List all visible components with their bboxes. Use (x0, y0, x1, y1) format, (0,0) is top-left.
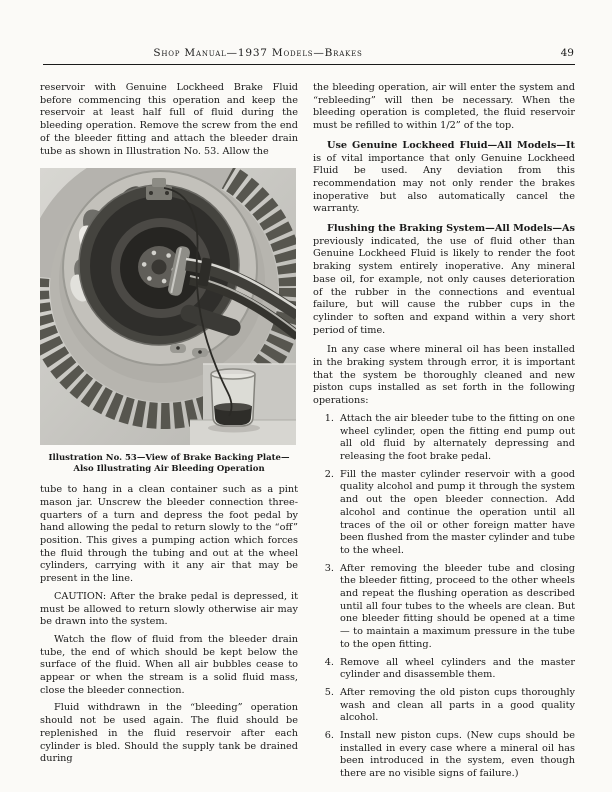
body-paragraph: In any case where mineral oil has been installed in the braking system through error, it is important that the system be thoroughly cleaned and new piston cups installed as set forth in the following operations: (313, 344, 575, 407)
body-paragraph: reservoir with Genuine Lockheed Brake Fluid before commencing this operation and keep the reservoir at least half full of fluid during the bleeding operation. Remove the screw from the end of the bleeder fitting and attach the bleeder drain tube as shown in Illustration No. 53. Allow the (40, 82, 298, 157)
list-item (313, 413, 575, 464)
list-item (313, 563, 575, 652)
list-item (313, 469, 575, 558)
running-head-title: Shop Manual—1937 Models—Brakes (153, 47, 363, 59)
body-paragraph: Fluid withdrawn in the “bleeding” operation should not be used again. The fluid should be replenished in the fluid reservoir after each cylinder is bled. Should the supply tank be drained during (40, 702, 298, 765)
list-item-text: After removing the old piston cups thoroughly wash and clean all parts in a good quality alcohol. (340, 686, 575, 724)
running-head (43, 46, 575, 65)
page-number: 49 (560, 47, 574, 59)
list-item-number: 3. (324, 562, 334, 574)
list-item-number: 6. (324, 730, 334, 742)
list-item-text: Attach the air bleeder tube to the fitting on one wheel cylinder, open the fitting end pump out all old fluid by alternately depressing and releasing the foot brake pedal. (340, 412, 575, 462)
illustration-photo (40, 168, 296, 445)
list-item (313, 657, 575, 682)
list-item (313, 687, 575, 725)
section-subheading: Flushing the Braking System—All Models—As (327, 223, 575, 235)
list-item-text: Install new piston cups. (New cups should be installed in every case where a mineral oil has been introduced in the system, even though there are no visible signs of failure.) (340, 730, 575, 780)
list-item-number: 4. (324, 656, 334, 668)
caution-paragraph: CAUTION: After the brake pedal is depressed, it must be allowed to return slowly otherwise air may be drawn into the system. (40, 590, 298, 628)
body-paragraph: tube to hang in a clean container such as a pint mason jar. Unscrew the bleeder connection three-quarters of a turn and depress the foot pedal by hand allowing the pedal to return slowly to the “off” position. This gives a pumping action which forces the fluid through the tubing and out at the wheel cylinders, carrying with it any air that may be present in the line. (40, 484, 298, 585)
left-column (40, 82, 298, 778)
body-paragraph: the bleeding operation, air will enter the system and “rebleeding” will then be necessary. When the bleeding operation is completed, the fluid reservoir must be refilled to within 1/2” of the top. (313, 82, 575, 132)
body-paragraph: Watch the flow of fluid from the bleeder drain tube, the end of which should be kept below the surface of the fluid. When all air bubbles cease to appear or when the stream is a solid fluid mass, close the bleeder connection. (40, 633, 298, 696)
list-item-text: Remove all wheel cylinders and the master cylinder and disassemble them. (340, 656, 575, 681)
section-flushing-system (313, 223, 575, 337)
caption-line-2: Also Illustrating Air Bleeding Operation (73, 464, 265, 475)
list-item-text: After removing the bleeder tube and closing the bleeder fitting, proceed to the other wheels and repeat the flushing operation as described until all four tubes to the wheels are clean. But one bleeder fitting should be opened at a time — to maintain a maximum pressure in the tube to the open fitting. (340, 562, 575, 650)
section-body: is of vital importance that only Genuine Lockheed Fluid be used. Any deviation from this recommendation may not only render the brakes inoperative but also automatically cancel the warranty. (313, 152, 575, 215)
text-columns (40, 82, 575, 778)
illustration-caption (40, 453, 298, 475)
list-item (313, 730, 575, 781)
list-item-text: Fill the master cylinder reservoir with a good quality alcohol and pump it through the system and out the open bleeder connection. Add alcohol and continue the operation until all traces of the oil or other foreign matter have been flushed from the master cylinder and tube to the wheel. (340, 468, 575, 556)
list-item-number: 1. (324, 412, 334, 424)
right-column (313, 82, 575, 778)
list-item-number: 5. (324, 686, 334, 698)
section-subheading: Use Genuine Lockheed Fluid—All Models—It (327, 139, 575, 151)
caption-line-1: Illustration No. 53—View of Brake Backing Plate— (48, 453, 290, 464)
section-use-genuine-fluid (313, 140, 575, 216)
list-item-number: 2. (324, 468, 334, 480)
numbered-operations-list (313, 413, 575, 781)
section-body: previously indicated, the use of fluid other than Genuine Lockheed Fluid is likely to render the foot braking system entirely inoperative. Any mineral base oil, for example, not only causes deterioration of the rubber in the connections and eventual failure, but will cause the rubber cups in the cylinder to soften and expand within a very short period of time. (313, 235, 575, 336)
